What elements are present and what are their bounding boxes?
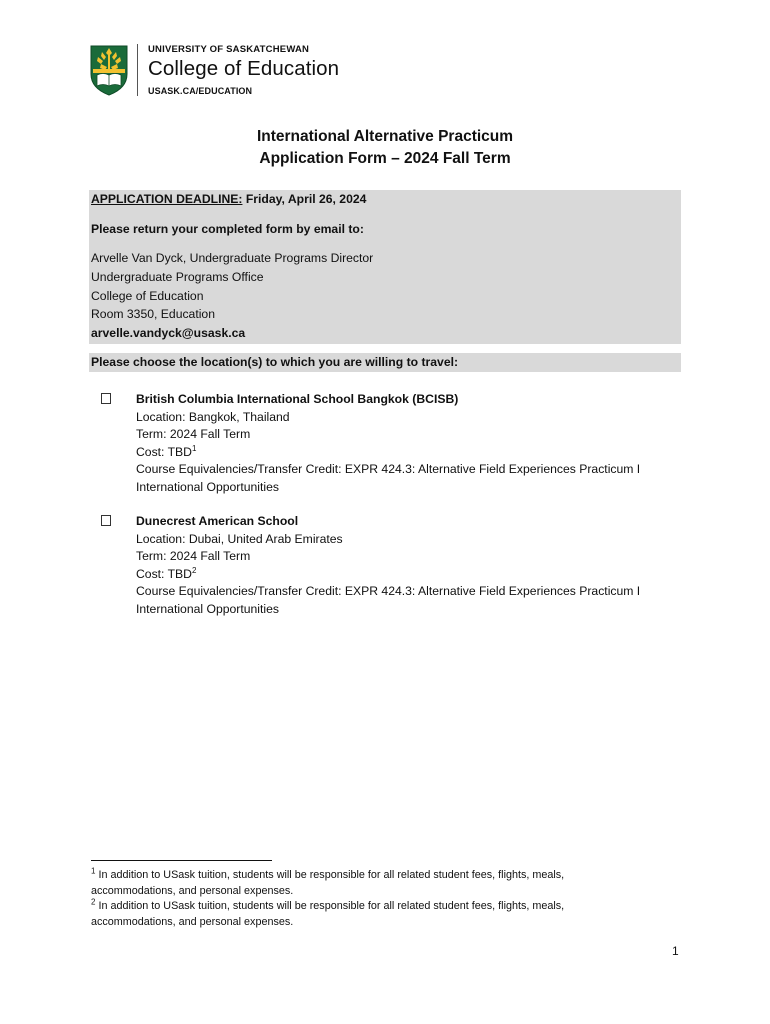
college-url: USASK.CA/EDUCATION <box>148 86 253 96</box>
return-instructions: Please return your completed form by email to: <box>91 222 364 236</box>
location-school-name: British Columbia International School Bangkok (BCISB) <box>136 392 459 406</box>
footnote-mark: 2 <box>91 897 96 907</box>
deadline-line <box>91 192 366 206</box>
location-school-name: Dunecrest American School <box>136 514 299 528</box>
footnote <box>91 899 564 930</box>
footnote-ref[interactable]: 1 <box>192 443 197 453</box>
title-line-1: International Alternative Practicum <box>256 128 514 145</box>
contact-college: College of Education <box>91 289 204 303</box>
footnote-text: In addition to USask tuition, students will be responsible for all related student fees, flights, meals, <box>95 900 565 912</box>
footnote-ref[interactable]: 2 <box>192 565 197 575</box>
location-checkbox[interactable] <box>101 393 111 404</box>
location-term: Term: 2024 Fall Term <box>136 427 251 441</box>
location-place: Location: Bangkok, Thailand <box>136 409 290 424</box>
location-term: Term: 2024 Fall Term <box>136 549 251 563</box>
usask-crest-icon <box>89 44 129 96</box>
location-cost: Cost: TBD$^1$ <box>136 443 197 459</box>
location-equivalency: Course Equivalencies/Transfer Credit: EXPR 424.3: Alternative Field Experiences Practicum I <box>136 584 641 598</box>
logo-divider <box>137 44 138 96</box>
college-name: College of Education <box>148 57 340 80</box>
page-number: 1 <box>672 944 679 958</box>
footnote-text-cont: accommodations, and personal expenses. <box>91 915 294 928</box>
contact-name-title: Arvelle Van Dyck, Undergraduate Programs Director <box>91 251 374 265</box>
deadline-value: Friday, April 26, 2024 <box>242 192 367 206</box>
contact-office: Undergraduate Programs Office <box>91 270 264 284</box>
choose-location-prompt: Please choose the location(s) to which you are willing to travel: <box>91 355 459 369</box>
location-equivalency-cont: International Opportunities <box>136 479 279 494</box>
footnote <box>91 868 564 899</box>
footnote-text: In addition to USask tuition, students will be responsible for all related student fees, flights, meals, <box>95 869 565 881</box>
location-equivalency-cont: International Opportunities <box>136 601 279 616</box>
footnote-text-cont: accommodations, and personal expenses. <box>91 884 294 897</box>
college-logo <box>89 44 339 96</box>
footnote-separator <box>91 860 272 861</box>
contact-room: Room 3350, Education <box>91 307 215 321</box>
location-cost: Cost: TBD$^2$ <box>136 565 197 581</box>
form-title <box>0 126 770 170</box>
location-checkbox[interactable] <box>101 515 111 526</box>
location-equivalency: Course Equivalencies/Transfer Credit: EXPR 424.3: Alternative Field Experiences Practicum I <box>136 462 641 476</box>
footnote-mark: 1 <box>91 866 96 876</box>
location-place: Location: Dubai, United Arab Emirates <box>136 531 343 546</box>
title-line-2: Application Form – 2024 Fall Term <box>259 150 511 167</box>
contact-email[interactable]: arvelle.vandyck@usask.ca <box>91 326 246 340</box>
university-name: UNIVERSITY OF SASKATCHEWAN <box>148 44 310 55</box>
deadline-label: APPLICATION DEADLINE: <box>91 192 243 206</box>
